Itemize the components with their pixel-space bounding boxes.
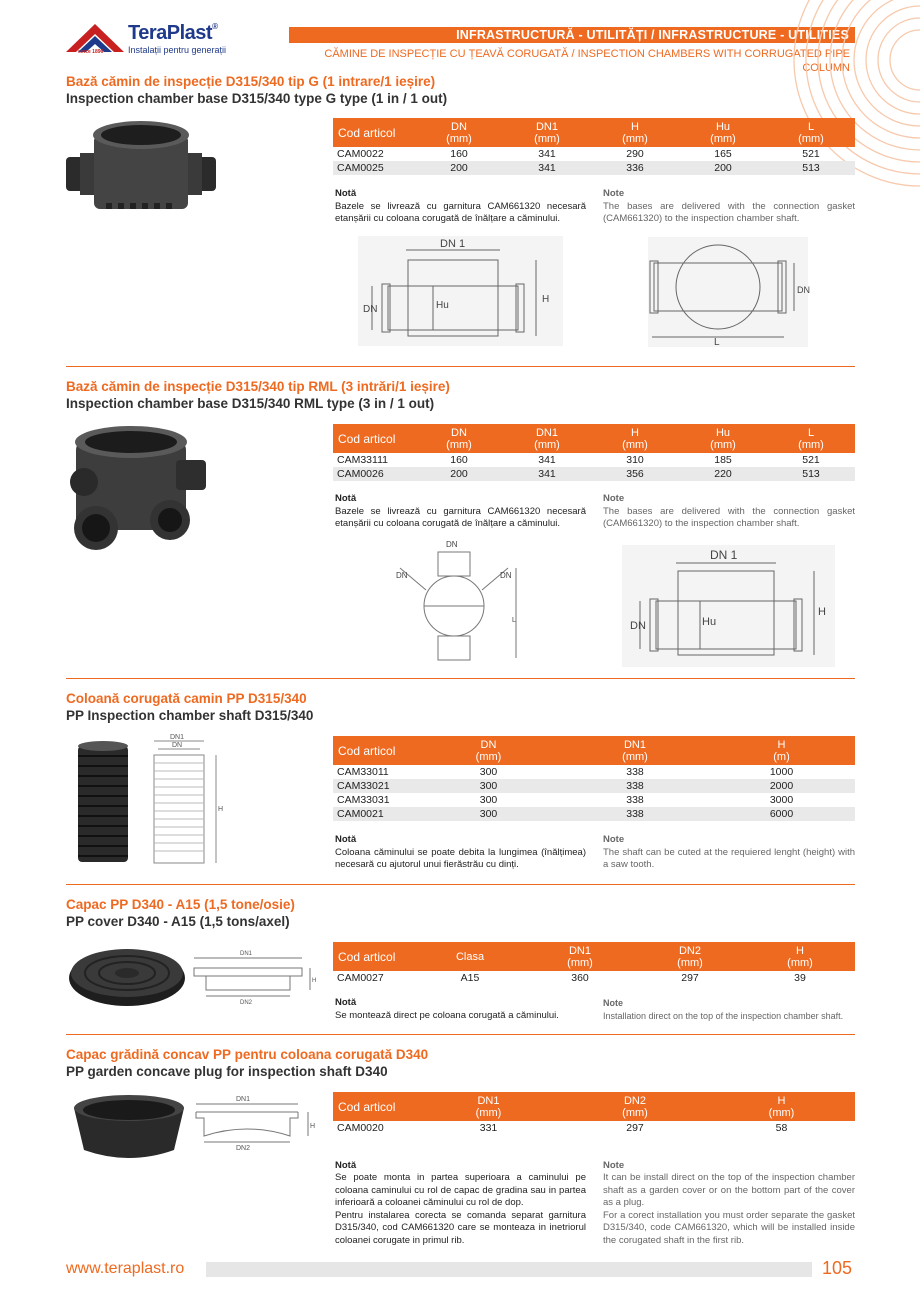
col-header: DN1 (mm) xyxy=(415,1092,562,1121)
table-header-row xyxy=(333,424,855,453)
spec-table-base-rml xyxy=(333,424,855,481)
section-corrugated-shaft xyxy=(66,690,855,725)
col-header: DN1 (mm) xyxy=(525,942,635,971)
note-en: Note It can be install direct on the top of the inspection chamber shaft as a garden cover or on the bottom part of the cover as a plug. For a corect installation you must order separate the gasket D315/340, code CAM661320, which will be installed inside the corugated shaft in the first rib. xyxy=(603,1159,855,1246)
section-title-ro: Coloană corugată camin PP D315/340 xyxy=(66,691,307,706)
dim-label: DN1 xyxy=(240,951,253,957)
section-pp-cover xyxy=(66,896,855,931)
dim-label: DN2 xyxy=(236,1145,251,1152)
note-ro: Notă Coloana căminului se poate debita la lungimea (înălțimea) necesară cu ajutorul unui fierăstrău cu dinți. xyxy=(335,834,586,870)
spec-table-garden-plug xyxy=(333,1092,855,1135)
col-header: Hu (mm) xyxy=(679,424,767,453)
col-header: DN (mm) xyxy=(415,424,503,453)
section-base-type-rml xyxy=(66,378,855,413)
dim-label: DN2 xyxy=(240,1000,253,1006)
footer-website-link[interactable]: www.teraplast.ro xyxy=(66,1260,185,1277)
note-ro: Notă Se montează direct pe coloana corugată a căminului. xyxy=(335,997,559,1021)
section-title-ro: Capac grădină concav PP pentru coloana corugată D340 xyxy=(66,1047,429,1062)
spec-table-shaft xyxy=(333,736,855,821)
technical-drawing-side-g xyxy=(358,236,563,346)
col-header: H (mm) xyxy=(745,942,855,971)
product-photo-shaft xyxy=(74,740,132,864)
dim-label: H xyxy=(818,606,826,618)
dim-label: DN xyxy=(363,304,378,315)
dim-label: Hu xyxy=(702,616,717,628)
dim-label: H xyxy=(312,978,317,984)
dim-label: L xyxy=(512,617,516,624)
col-header: DN (mm) xyxy=(415,118,503,147)
technical-drawing-top-rml xyxy=(388,538,523,663)
col-header: Cod articol xyxy=(333,942,415,971)
dim-label: L xyxy=(714,337,720,348)
col-header: DN2 (mm) xyxy=(562,1092,708,1121)
section-divider xyxy=(66,366,855,367)
table-row: CAM0025 200 341 336 200 513 xyxy=(333,161,855,175)
col-header: DN1 (mm) xyxy=(503,118,591,147)
note-ro: Notă Bazele se livrează cu garnitura CAM661320 necesară etanșării cu coloana corugată de înălțare a căminului. xyxy=(335,493,586,529)
table-header-row xyxy=(333,118,855,147)
table-header-row xyxy=(333,1092,855,1121)
table-row: CAM0021 300 338 6000 xyxy=(333,807,855,821)
dim-label: Hu xyxy=(436,300,449,311)
logo-tagline: Instalații pentru generații xyxy=(128,45,227,55)
dim-label: DN1 xyxy=(236,1096,251,1103)
table-row: CAM33111 160 341 310 185 521 xyxy=(337,454,820,466)
section-title-ro: Bază cămin de inspecție D315/340 tip RML (3 intrări/1 ieșire) xyxy=(66,379,450,394)
section-base-type-g xyxy=(66,73,855,108)
note-en: Note The bases are delivered with the connection gasket (CAM661320) to the inspection chamber shaft. xyxy=(603,188,855,224)
dim-label: DN xyxy=(172,742,183,749)
col-header: H (mm) xyxy=(708,1092,855,1121)
dim-label: DN 1 xyxy=(440,238,466,250)
table-row: CAM0022 160 341 290 165 521 xyxy=(337,148,820,160)
table-row: CAM33031 300 338 3000 xyxy=(337,794,794,806)
col-header: Cod articol xyxy=(333,736,415,765)
table-row: CAM0020 331 297 58 xyxy=(337,1122,788,1134)
dim-label: H xyxy=(542,294,550,305)
note-ro: Notă Se poate monta in partea superioara a caminului pe coloana caminului cu rol de capac de gradina sau in partea inferioară a coloanei căminului cu rol de dop. Pentru instalarea corecta se comanda separat garnitura D315/340, cod CAM661320 care se monteaza in inetriorul coloanei corugate in primul rib. xyxy=(335,1159,586,1246)
section-title-en: PP Inspection chamber shaft D315/340 xyxy=(66,708,314,723)
dim-label: DN 1 xyxy=(710,548,738,562)
section-divider xyxy=(66,1034,855,1035)
col-header: Cod articol xyxy=(333,424,415,453)
section-title-en: PP garden concave plug for inspection shaft D340 xyxy=(66,1064,388,1079)
section-title-ro: Bază cămin de inspecție D315/340 tip G (1 intrare/1 ieșire) xyxy=(66,74,436,89)
note-en: Note The shaft can be cuted at the requiered lenght (height) with a saw tooth. xyxy=(603,834,855,870)
spec-table-base-g xyxy=(333,118,855,175)
section-divider xyxy=(66,884,855,885)
dim-label: DN xyxy=(797,285,810,295)
dim-label: DN1 xyxy=(170,734,185,741)
col-header: DN2 (mm) xyxy=(635,942,745,971)
footer-bar xyxy=(206,1262,812,1277)
dim-label: DN xyxy=(396,571,408,580)
dim-label: DN xyxy=(630,620,646,632)
technical-drawing-top-g xyxy=(648,237,808,347)
section-title-ro: Capac PP D340 - A15 (1,5 tone/osie) xyxy=(66,897,295,912)
page-number: 105 xyxy=(822,1258,853,1278)
product-photo-base-g xyxy=(66,117,216,217)
dim-label: DN xyxy=(500,571,512,580)
technical-drawing-shaft xyxy=(146,733,226,865)
col-header: DN1 (mm) xyxy=(503,424,591,453)
section-divider xyxy=(66,678,855,679)
table-header-row xyxy=(333,736,855,765)
table-row: CAM0027 A15 360 297 39 xyxy=(337,972,806,984)
col-header: H (mm) xyxy=(591,424,679,453)
col-header: Clasa xyxy=(415,942,525,971)
product-photo-cover xyxy=(66,940,188,1010)
logo-brand: TeraPlast® xyxy=(128,22,218,44)
col-header: Cod articol xyxy=(333,118,415,147)
dim-label: H xyxy=(218,806,224,813)
category-bar: INFRASTRUCTURĂ - UTILITĂȚI / INFRASTRUCTURE - UTILITIES xyxy=(289,27,855,43)
section-title-en: Inspection chamber base D315/340 type G type (1 in / 1 out) xyxy=(66,91,448,106)
col-header: DN (mm) xyxy=(415,736,562,765)
spec-table-cover xyxy=(333,942,855,985)
col-header: DN1 (mm) xyxy=(562,736,708,765)
col-header: Hu (mm) xyxy=(679,118,767,147)
page-header xyxy=(0,0,920,74)
product-photo-garden-plug xyxy=(70,1092,188,1162)
col-header: L (mm) xyxy=(767,424,855,453)
technical-drawing-side-rml xyxy=(622,545,835,667)
technical-drawing-cover xyxy=(190,946,318,1008)
product-photo-base-rml xyxy=(66,420,216,555)
note-en: Note Installation direct on the top of the inspection chamber shaft. xyxy=(603,998,844,1021)
dim-label: DN xyxy=(446,540,458,549)
note-en: Note The bases are delivered with the connection gasket (CAM661320) to the inspection chamber shaft. xyxy=(603,493,855,529)
subcategory: CĂMINE DE INSPECȚIE CU ȚEAVĂ CORUGATĂ / INSPECTION CHAMBERS WITH CORRUGATED PIPE COLUMN xyxy=(324,48,850,74)
table-row: CAM33021 300 338 2000 xyxy=(333,779,855,793)
dim-label: H xyxy=(310,1123,316,1130)
col-header: H (m) xyxy=(708,736,855,765)
table-row: CAM0026 200 341 356 220 513 xyxy=(333,467,855,481)
col-header: Cod articol xyxy=(333,1092,415,1121)
col-header: H (mm) xyxy=(591,118,679,147)
section-title-en: Inspection chamber base D315/340 RML type (3 in / 1 out) xyxy=(66,396,435,411)
note-ro: Notă Bazele se livrează cu garnitura CAM661320 necesară etanșării cu coloana corugată de înălțare a căminului. xyxy=(335,188,586,224)
section-garden-plug xyxy=(66,1046,855,1081)
table-row: CAM33011 300 338 1000 xyxy=(337,766,794,778)
teraplast-logo[interactable] xyxy=(66,20,256,60)
col-header: L (mm) xyxy=(767,118,855,147)
technical-drawing-garden-plug xyxy=(190,1092,320,1152)
table-header-row xyxy=(333,942,855,971)
section-title-en: PP cover D340 - A15 (1,5 tons/axel) xyxy=(66,914,290,929)
logo-since: since 1896 xyxy=(78,49,104,55)
